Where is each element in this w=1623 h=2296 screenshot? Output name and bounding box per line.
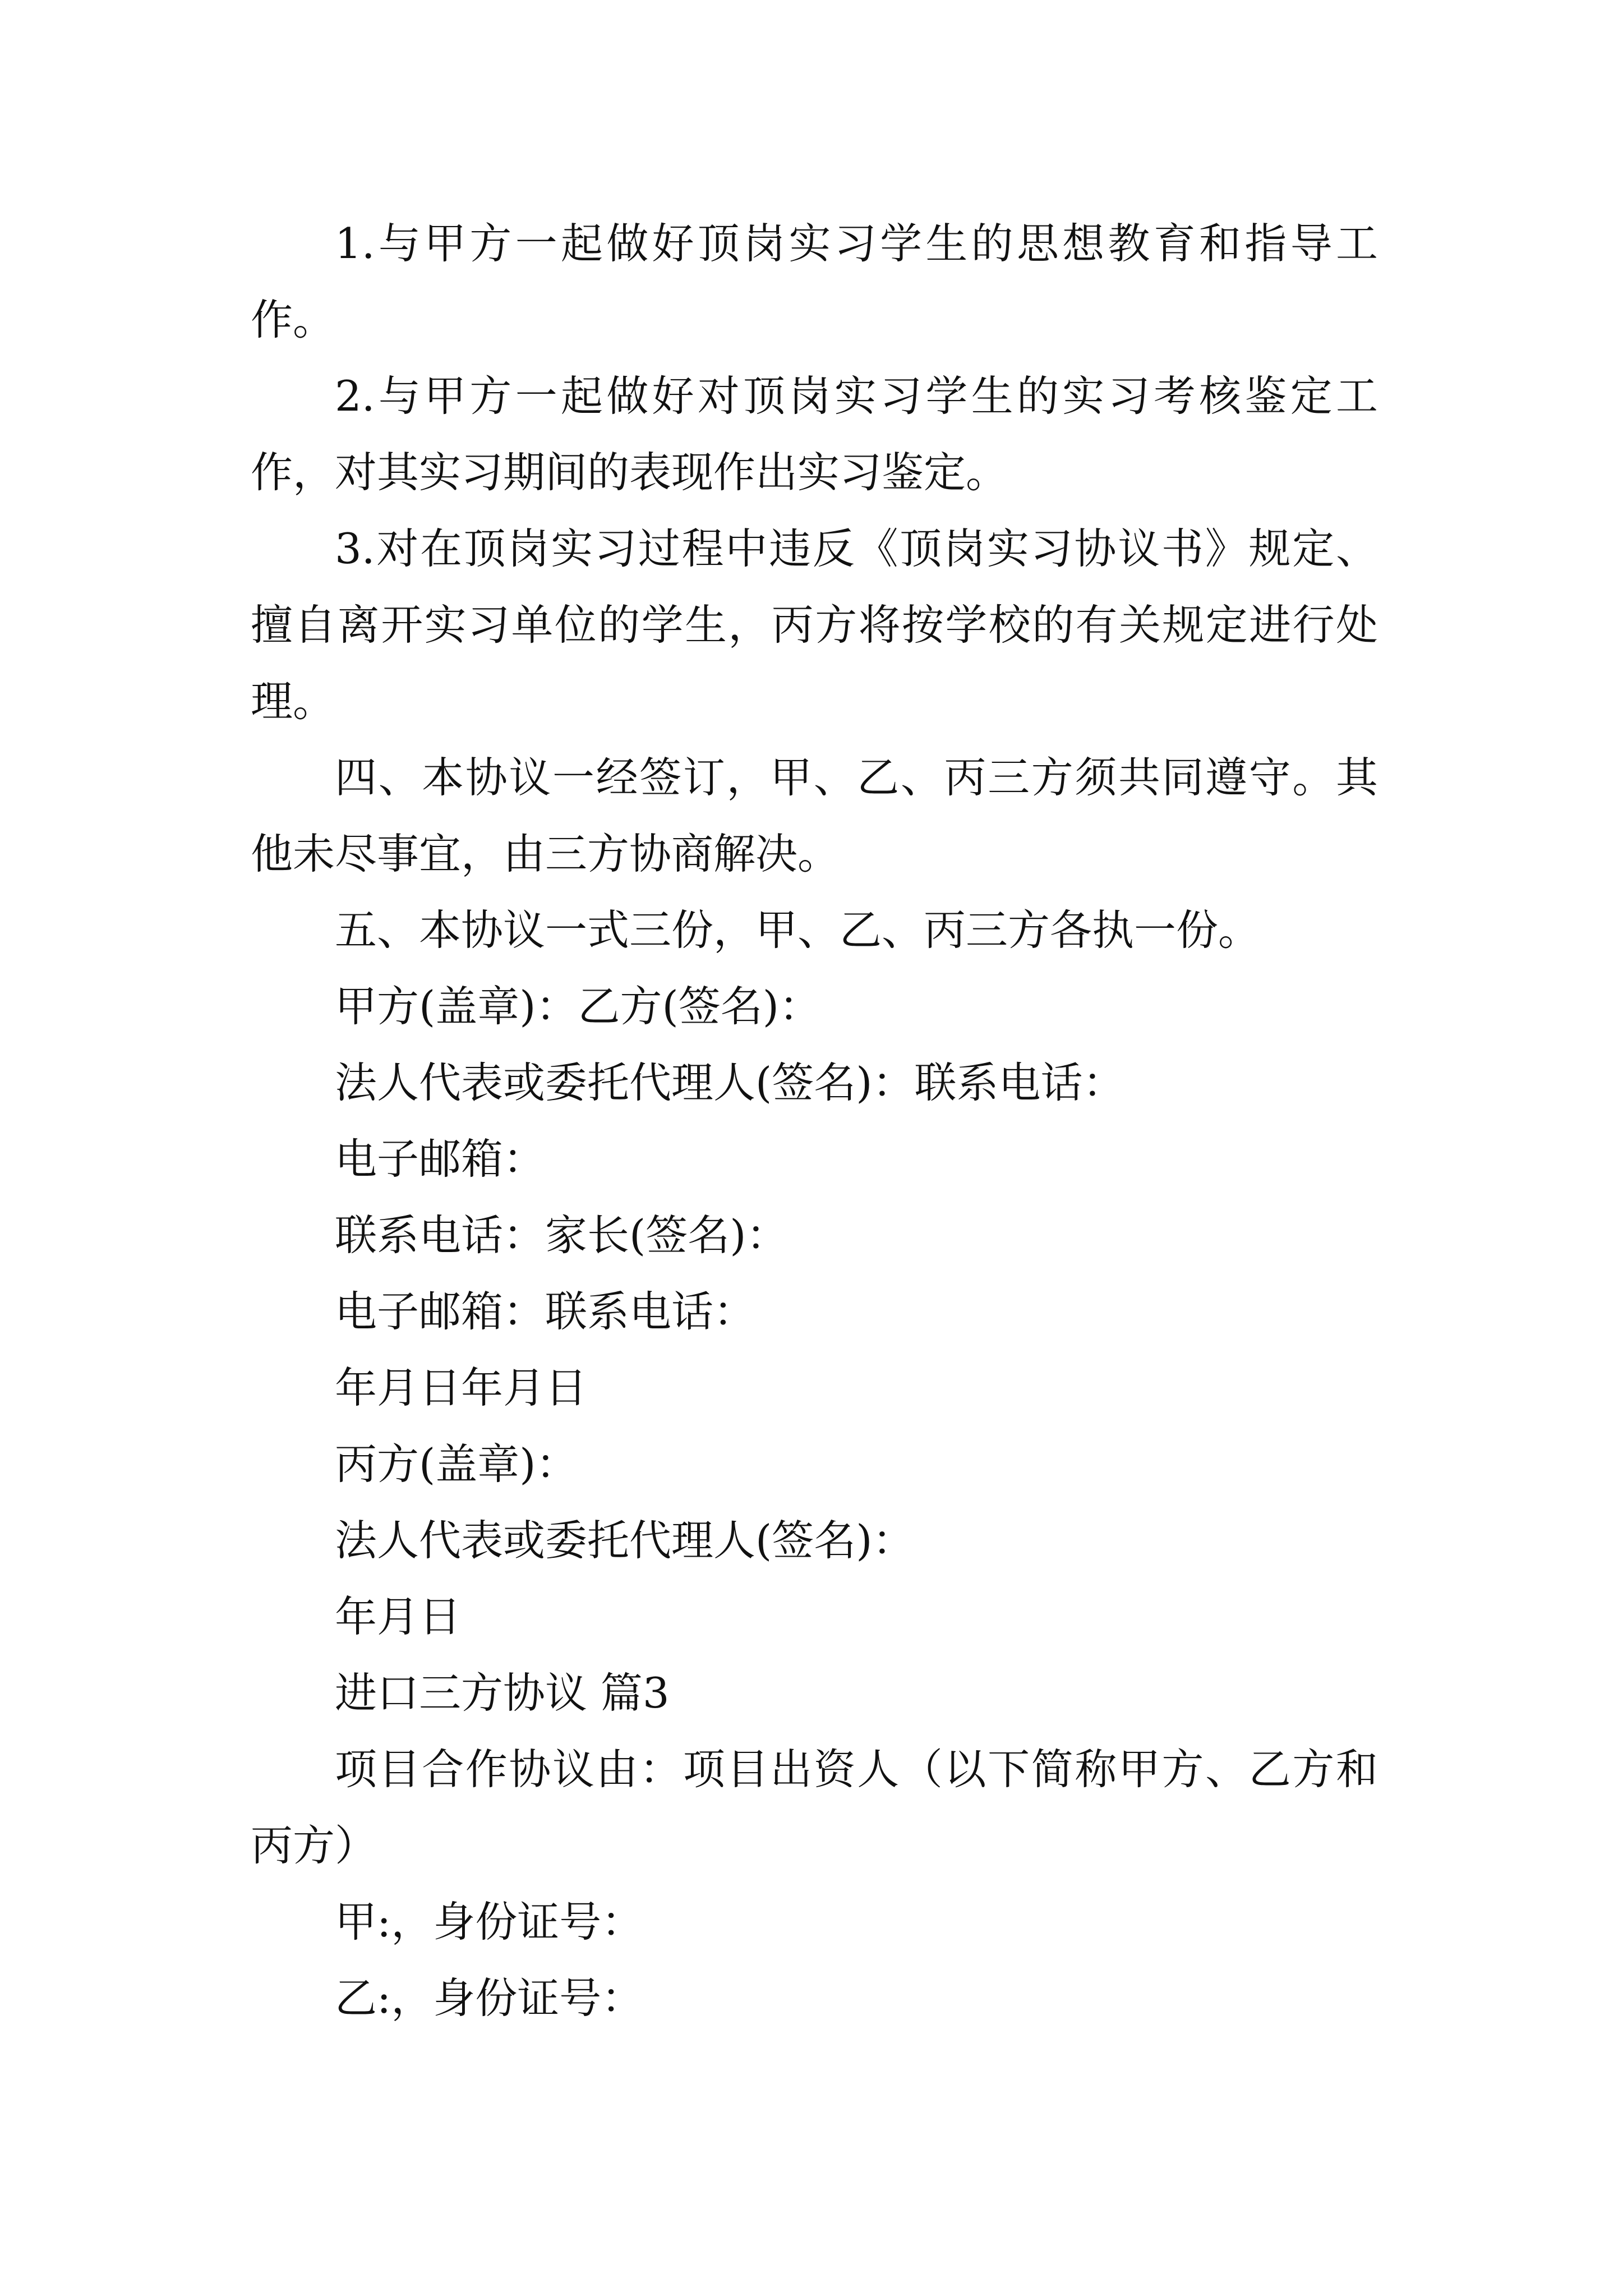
signature-line: 法人代表或委托代理人(签名)：联系电话： — [335, 1058, 1125, 1107]
date-line: 年月日年月日 — [335, 1363, 588, 1412]
signature-line: 电子邮箱：联系电话： — [335, 1287, 756, 1336]
paragraph: 1.与甲方一起做好顶岗实习学生的思想教育和指导工作。 — [251, 219, 1378, 344]
date-line: 年月日 — [335, 1592, 462, 1641]
paragraph: 五、本协议一式三份，甲、乙、丙三方各执一份。 — [335, 905, 1261, 955]
signature-line: 丙方(盖章)： — [335, 1439, 578, 1489]
section-heading: 进口三方协议 篇3 — [335, 1668, 670, 1718]
signature-line: 法人代表或委托代理人(签名)： — [335, 1516, 915, 1565]
paragraph: 四、本协议一经签订，甲、乙、丙三方须共同遵守。其他未尽事宜，由三方协商解决。 — [251, 753, 1378, 878]
party-line: 甲:，身份证号： — [335, 1897, 644, 1947]
document-body — [251, 205, 1378, 2036]
paragraph: 3.对在顶岗实习过程中违反《顶岗实习协议书》规定、擅自离开实习单位的学生，丙方将按学校的有关规定进行处理。 — [251, 524, 1378, 726]
signature-line: 联系电话：家长(签名)： — [335, 1211, 789, 1260]
signature-line: 甲方(盖章)：乙方(签名)： — [335, 982, 822, 1031]
paragraph: 2.与甲方一起做好对顶岗实习学生的实习考核鉴定工作，对其实习期间的表现作出实习鉴定。 — [251, 371, 1378, 497]
party-line: 乙:，身份证号： — [335, 1973, 644, 2023]
paragraph: 项目合作协议由：项目出资人（以下简称甲方、乙方和丙方） — [251, 1745, 1378, 1870]
signature-line: 电子邮箱： — [335, 1134, 546, 1184]
